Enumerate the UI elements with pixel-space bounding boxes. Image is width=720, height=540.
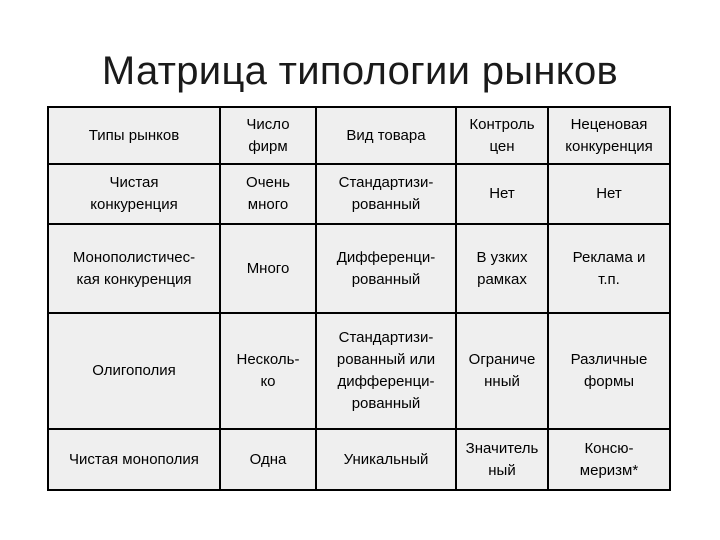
header-cell-product-type: Вид товара: [316, 107, 456, 164]
table-cell: Стандартизи- рованный: [316, 164, 456, 224]
table-cell: Стандартизи- рованный или дифференци- рованный: [316, 313, 456, 429]
table-row: [48, 164, 670, 224]
table-cell: Реклама и т.п.: [548, 224, 670, 313]
table-cell: Различные формы: [548, 313, 670, 429]
table-cell: Уникальный: [316, 429, 456, 490]
slide-title: Матрица типологии рынков: [101, 49, 619, 93]
table-cell: Консю- меризм*: [548, 429, 670, 490]
table-cell: Одна: [220, 429, 316, 490]
table-row: [48, 224, 670, 313]
table-cell: Чистая монополия: [48, 429, 220, 490]
header-cell-number-of-firms: Число фирм: [220, 107, 316, 164]
header-cell-market-types: Типы рынков: [48, 107, 220, 164]
table-cell: В узких рамках: [456, 224, 548, 313]
table-cell: Значитель ный: [456, 429, 548, 490]
table-cell: Несколь- ко: [220, 313, 316, 429]
table-header-row: [48, 107, 670, 164]
header-cell-nonprice-competition: Неценовая конкуренция: [548, 107, 670, 164]
table-cell: Чистая конкуренция: [48, 164, 220, 224]
table-cell: Нет: [548, 164, 670, 224]
table-cell: Очень много: [220, 164, 316, 224]
table-row: [48, 429, 670, 490]
table-cell: Олигополия: [48, 313, 220, 429]
table-cell: Монополистичес- кая конкуренция: [48, 224, 220, 313]
market-typology-table: [47, 106, 671, 491]
table-cell: Нет: [456, 164, 548, 224]
table-row: [48, 313, 670, 429]
table-cell: Ограниче нный: [456, 313, 548, 429]
table-cell: Дифференци- рованный: [316, 224, 456, 313]
table-cell: Много: [220, 224, 316, 313]
header-cell-price-control: Контроль цен: [456, 107, 548, 164]
